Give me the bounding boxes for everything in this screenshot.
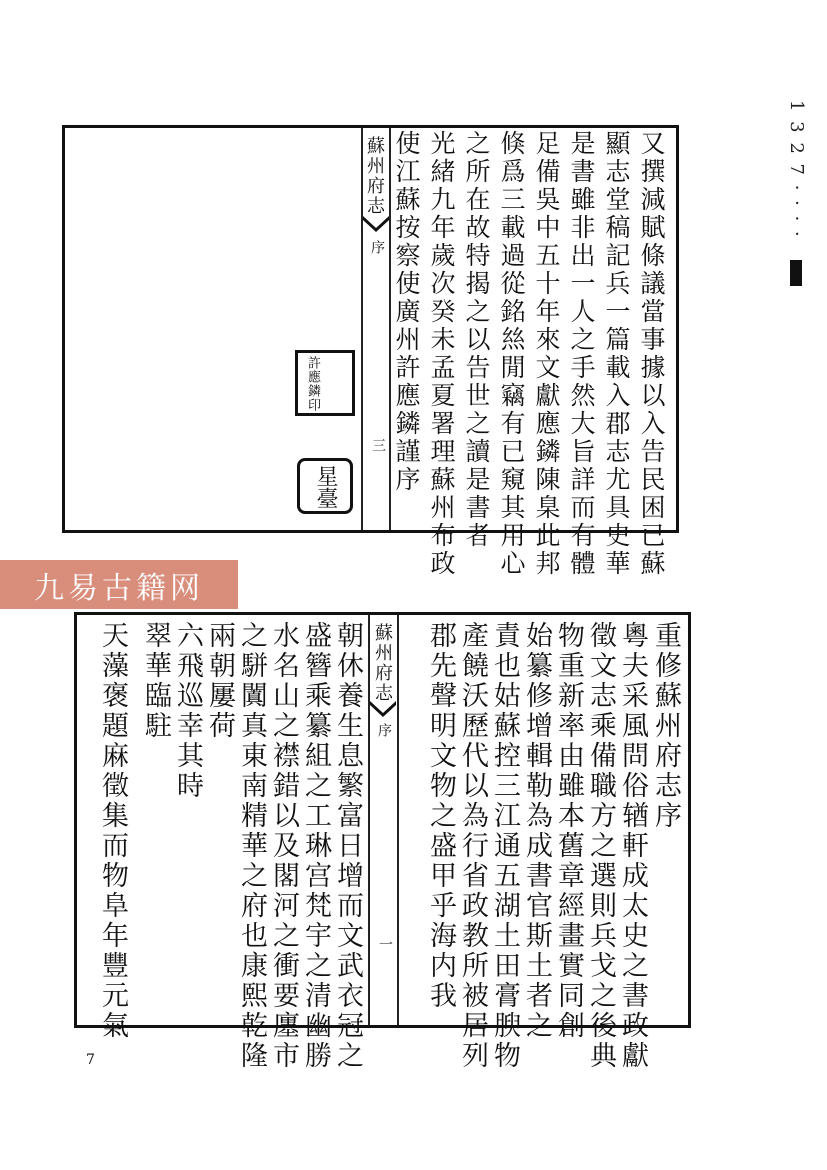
page-number: 7 — [86, 1052, 95, 1068]
bottom-page-panel — [74, 612, 691, 1071]
top-seal-studio-text: 星臺 — [313, 465, 338, 509]
bottom-col-6: 責也姑蘇控三江通五湖土田膏腴物 — [489, 621, 520, 1071]
top-spine-section: 序 — [369, 240, 385, 254]
bottom-col-10: 盛簪乘纂組之工琳宫梵宇之清幽勝 — [300, 621, 331, 1071]
bottom-col-4: 物重新率由雖本舊章經畫實同創 — [553, 621, 584, 1041]
bottom-col-3: 徵文志乘備職方之選則兵戈之後典 — [585, 621, 616, 1071]
bottom-spine-section: 序 — [376, 723, 392, 737]
bottom-col-2: 粵夫采風問俗𬨎軒成太史之書政獻 — [617, 621, 648, 1071]
top-spine-rule-right — [389, 128, 391, 530]
bottom-col-7: 產饒沃歷代以為行省政教所被居列 — [457, 621, 488, 1071]
top-col-3: 是書雖非出一人之手然大旨詳而有體 — [567, 130, 596, 578]
top-col-6: 之所在故特揭之以告世之讀是書者 — [462, 130, 491, 550]
bottom-fish-tail-icon — [370, 701, 396, 717]
top-col-2: 顯志堂稿記兵一篇載入郡志尤具史華 — [602, 130, 631, 578]
bottom-col-13: 兩朝屢荷 — [204, 621, 235, 741]
top-spine-folio: 三 — [370, 438, 386, 452]
top-col-8: 使江蘇按察使廣州許應鏻謹序 — [392, 130, 421, 494]
top-col-4: 足備吳中五十年來文獻應鏻陳臬此邦 — [532, 130, 561, 578]
bottom-col-5: 始纂修增輯勒為成書官斯土者之 — [521, 621, 552, 1041]
bottom-col-11: 水名山之襟錯以及閣河之衝要廛市 — [268, 621, 299, 1071]
top-col-5: 倏爲三載過從銘𢇁閒竊有已窺其用心 — [497, 130, 526, 578]
bottom-col-8: 郡先聲明文物之盛甲乎海内我 — [425, 621, 456, 1011]
bottom-col-9: 朝休養生息繁富日增而文武衣冠之 — [332, 621, 363, 1071]
bottom-col-15: 翠華臨駐 — [140, 621, 171, 741]
top-spine-rule-left — [361, 128, 363, 530]
bottom-spine-folio: 一 — [377, 937, 393, 951]
bottom-spine-title: 蘇州府志 — [372, 623, 393, 703]
bottom-spine-rule-left — [368, 615, 370, 1025]
top-seal-name-text: 許應鏻印 — [305, 356, 320, 412]
top-fish-tail-icon — [363, 216, 389, 232]
bottom-spine-rule-right — [397, 615, 399, 1025]
top-seal-name — [295, 350, 355, 416]
top-col-1: 又撰減賦條議當事據以入告民困已蘇 — [637, 130, 666, 578]
bottom-col-12: 之駢闐真東南精華之府也康熙乾隆 — [236, 621, 267, 1071]
bottom-col-1: 重修蘇州府志序 — [650, 621, 681, 831]
top-col-7: 光緒九年歲次癸未孟夏署理蘇州布政 — [427, 130, 456, 578]
top-page-panel — [62, 125, 679, 578]
bottom-col-16: 天藻褒題麻徵集而物阜年豐元氣 — [97, 621, 128, 1041]
bottom-col-14: 六飛巡幸其時 — [172, 621, 203, 801]
top-spine-title: 蘇州府志 — [364, 136, 385, 216]
margin-note: 1 3 2 7 · · · · — [786, 100, 807, 239]
watermark-banner: 九易古籍网 — [0, 560, 238, 609]
margin-black-mark — [790, 260, 802, 286]
top-seal-studio — [297, 458, 353, 514]
